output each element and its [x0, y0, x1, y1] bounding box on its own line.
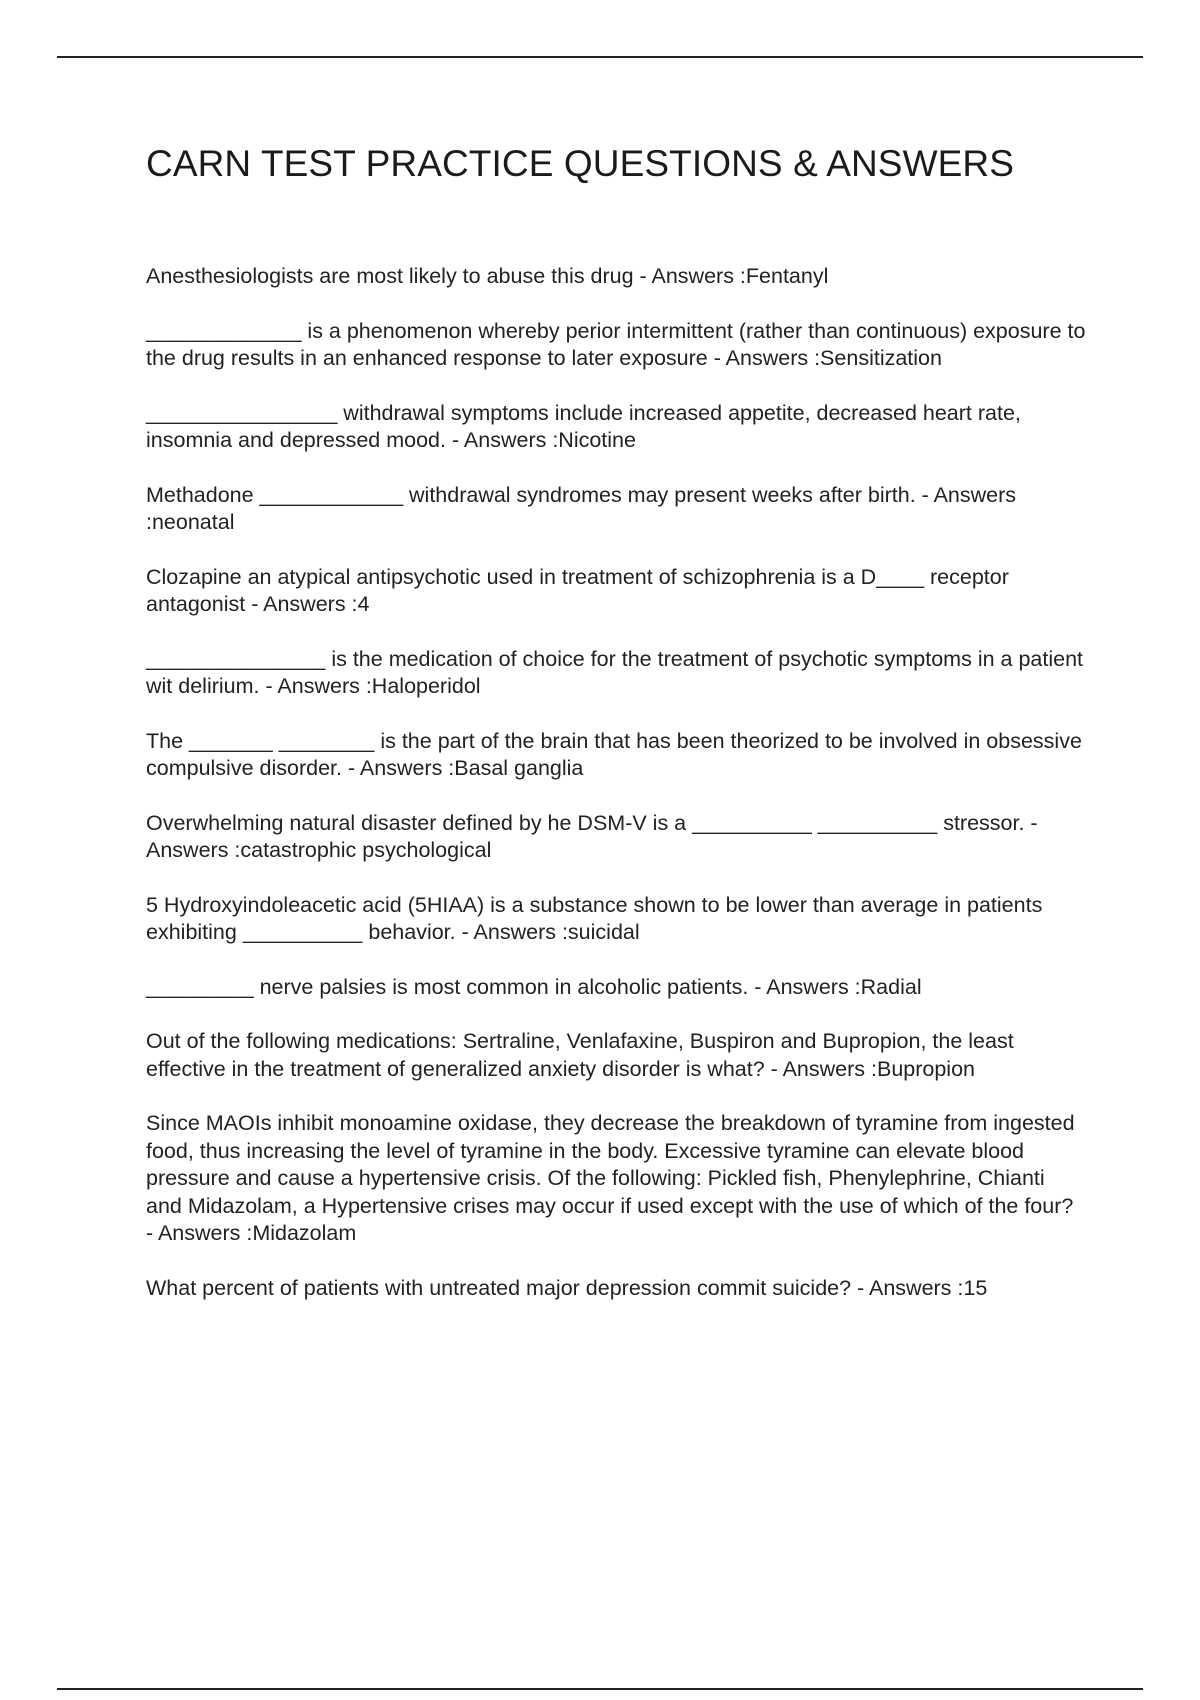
qa-item: Anesthesiologists are most likely to abuse this drug - Answers :Fentanyl [146, 264, 829, 288]
bottom-divider [57, 1688, 1143, 1690]
qa-item: Overwhelming natural disaster defined by he DSM-V is a __________ __________ stressor. - Answers :catastrophic psychological [146, 810, 1038, 862]
qa-item: ________________ withdrawal symptoms include increased appetite, decreased heart rate, insomnia and depressed mood. - Answers :Nicotine [146, 400, 1021, 452]
qa-item: Out of the following medications: Sertraline, Venlafaxine, Buspiron and Bupropion, the least effective in the treatment of generalized anxiety disorder is what? - Answers :Bupropion [146, 1029, 1014, 1081]
qa-item: 5 Hydroxyindoleacetic acid (5HIAA) is a substance shown to be lower than average in patients exhibiting __________ behavior. - Answers :suicidal [146, 892, 1043, 944]
qa-item: Methadone ____________ withdrawal syndromes may present weeks after birth. - Answers :neonatal [146, 482, 1017, 534]
page-title: CARN TEST PRACTICE QUESTIONS & ANSWERS [146, 143, 1014, 184]
qa-list [146, 263, 1086, 1329]
qa-item: What percent of patients with untreated major depression commit suicide? - Answers :15 [146, 1275, 988, 1300]
qa-item: Clozapine an atypical antipsychotic used in treatment of schizophrenia is a D____ receptor antagonist - Answers :4 [146, 564, 1009, 616]
qa-item: _______________ is the medication of choice for the treatment of psychotic symptoms in a patient wit delirium. - Answers :Haloperidol [146, 646, 1084, 698]
qa-item: _____________ is a phenomenon whereby perior intermittent (rather than continuous) exposure to the drug results in an enhanced response to later exposure - Answers :Sensitization [146, 318, 1086, 370]
qa-item: _________ nerve palsies is most common in alcoholic patients. - Answers :Radial [146, 974, 922, 999]
qa-item: The _______ ________ is the part of the brain that has been theorized to be involved in obsessive compulsive disorder. - Answers :Basal ganglia [146, 728, 1082, 780]
qa-item: Since MAOIs inhibit monoamine oxidase, they decrease the breakdown of tyramine from ingested food, thus increasing the level of tyramine in the body. Excessive tyramine can elevate blood pressure and cause a hypertensive crisis. Of the following: Pickled fish, Phenylephrine, Chianti and Midazolam, a Hypertensive crises may occur if used except with the use of which of the four? - Answers :Midazolam [146, 1111, 1075, 1245]
top-divider [57, 56, 1143, 58]
